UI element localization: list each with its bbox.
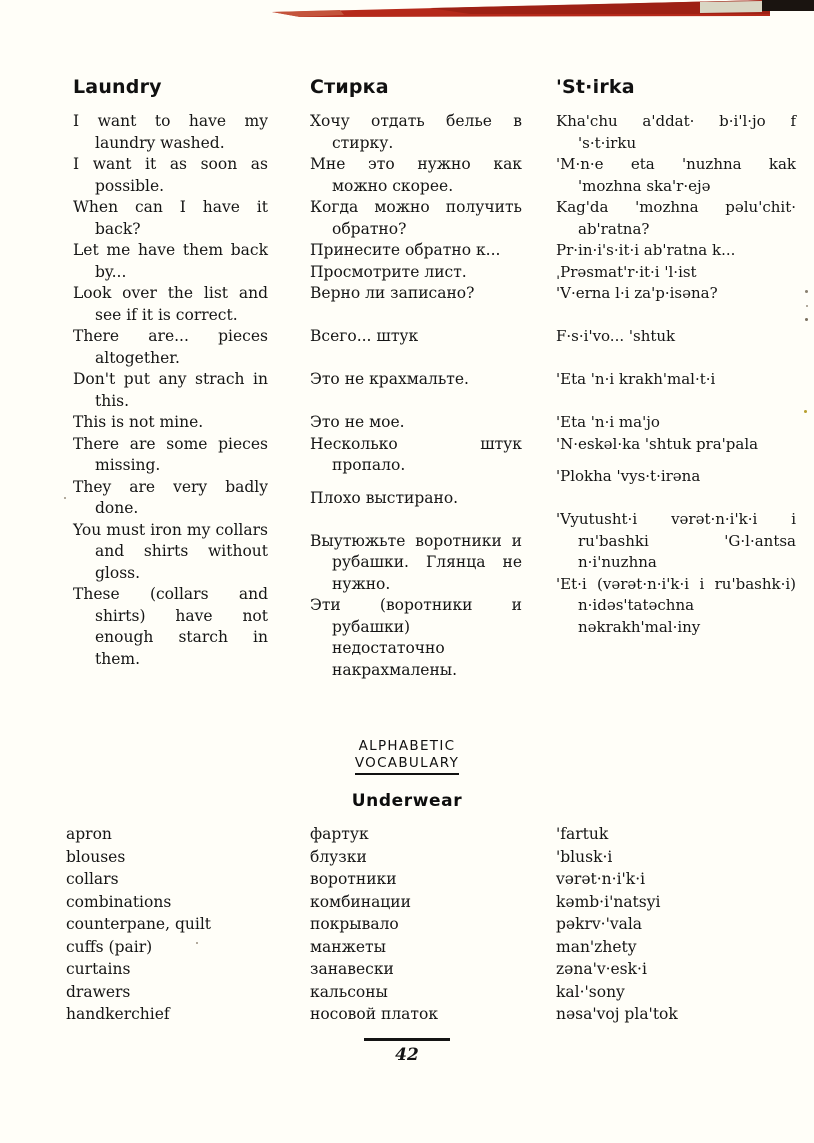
vocabulary-phonetic: man'zhety	[556, 937, 637, 956]
vocabulary-english: cuffs (pair)	[66, 937, 153, 956]
phrase-phonetic: 'Eta 'n·i krakh'mal·t·i	[556, 370, 716, 388]
page-footer	[0, 1038, 814, 1065]
vocabulary-phonetic: 'fartuk	[556, 825, 609, 843]
vocabulary-row	[0, 936, 814, 959]
phrase-phonetic: Kha'chu a'ddat· b·i'l·jo f 's·t·irku	[556, 112, 796, 152]
phrase-english: When can I have it back?	[73, 198, 268, 238]
vocabulary-row	[0, 823, 814, 846]
vocabulary-phonetic: vərət·n·i'k·i	[556, 870, 646, 888]
phrase-phonetic: Kag'da 'mozhna pəlu'chit· ab'ratna?	[556, 198, 796, 238]
vocabulary-russian: покрывало	[310, 915, 399, 933]
page-number: 42	[395, 1045, 419, 1065]
vocabulary-heading-block	[0, 738, 814, 811]
vocabulary-phonetic: kəmb·i'natsyi	[556, 892, 661, 911]
phrase-phonetic: 'Plokha 'vys·t·irəna	[556, 467, 701, 485]
vocabulary-english: collars	[66, 870, 119, 888]
phrase-russian: Всего... штук	[310, 327, 419, 345]
column-heading-russian: Стирка	[310, 76, 389, 98]
vocabulary-phonetic: kal·'sony	[556, 982, 625, 1001]
vocabulary-english: apron	[66, 825, 112, 843]
phrase-russian: Выутюжьте воротники и рубашки. Глянца не нужно.	[310, 531, 522, 593]
phrase-english: This is not mine.	[73, 413, 204, 431]
footer-rule	[364, 1038, 450, 1041]
phrase-russian: Принесите обратно к...	[310, 241, 501, 259]
vocabulary-subheading: Underwear	[351, 791, 463, 811]
alphabetic-vocabulary-heading	[355, 738, 459, 775]
vocabulary-row	[0, 958, 814, 981]
vocabulary-russian: занавески	[310, 960, 394, 978]
phrase-phonetic: 'Eta 'n·i ma'jo	[556, 413, 660, 431]
vocabulary-english: blouses	[66, 847, 126, 866]
vocabulary-russian: фартук	[310, 825, 369, 843]
phrase-english: There are some pieces missing.	[73, 434, 268, 474]
vocabulary-phonetic: nəsa'voj pla'tok	[556, 1005, 678, 1023]
phrase-english: I want to have my laundry washed.	[73, 112, 268, 152]
phrase-phonetic: Pr·in·i's·it·i ab'ratna k...	[556, 241, 736, 259]
phrase-russian: Мне это нужно как можно скорее.	[310, 155, 522, 195]
phrase-russian: Эти (воротники и рубашки) недостаточно накрахмалены.	[310, 596, 522, 679]
phrase-english: Let me have them back by...	[73, 241, 268, 281]
phrase-phonetic: 'N·eskəl·ka 'shtuk pra'pala	[556, 434, 759, 453]
phrase-russian: Хочу отдать белье в стирку.	[310, 112, 522, 152]
phrase-russian: Плохо выстирано.	[310, 488, 459, 507]
phrase-phonetic: 'M·n·e eta 'nuzhna kak 'mozhna ska'r·ejə	[556, 155, 796, 195]
vocabulary-russian: кальсоны	[310, 982, 388, 1001]
vocabulary-phonetic: pəkrv·'vala	[556, 915, 643, 933]
phrase-english: These (collars and shirts) have not enough starch in them.	[73, 585, 268, 668]
vocabulary-row	[0, 891, 814, 914]
vocabulary-row	[0, 868, 814, 891]
phrase-russian: Несколько штук пропало.	[310, 434, 522, 474]
column-heading-phonetic: 'St·irka	[556, 76, 635, 98]
vocabulary-row	[0, 981, 814, 1004]
phrase-russian: Это не мое.	[310, 413, 405, 431]
vocabulary-phonetic: 'blusk·i	[556, 847, 613, 866]
phrase-english: You must iron my collars and shirts without gloss.	[73, 520, 268, 582]
phrase-russian: Это не крахмальте.	[310, 370, 469, 388]
phrase-phonetic: F·s·i'vo... 'shtuk	[556, 327, 676, 345]
vocabulary-english: curtains	[66, 960, 131, 978]
column-heading-english: Laundry	[73, 76, 162, 98]
phrase-english: I want it as soon as possible.	[73, 155, 268, 195]
vocabulary-english: drawers	[66, 982, 131, 1001]
vocabulary-english: combinations	[66, 892, 172, 911]
phrase-column-russian	[310, 78, 522, 681]
phrase-english: They are very badly done.	[73, 477, 268, 517]
vocabulary-russian: носовой платок	[310, 1005, 439, 1023]
vocabulary-english: counterpane, quilt	[66, 915, 212, 933]
phrase-column-phonetic	[556, 78, 796, 638]
phrase-english: There are... pieces altogether.	[73, 327, 268, 367]
phrase-russian: Верно ли записано?	[310, 284, 475, 302]
vocabulary-russian: манжеты	[310, 937, 386, 956]
phrase-phonetic: 'Et·i (vərət·n·i'k·i i ru'bashk·i) n·idəs'tatəchna nəkrakh'mal·iny	[556, 574, 796, 636]
vocabulary-heading-line2: VOCABULARY	[355, 755, 459, 775]
vocabulary-heading-line1: ALPHABETIC	[358, 738, 456, 754]
phrase-phonetic: 'V·erna l·i za'p·isəna?	[556, 284, 718, 302]
phrase-phonetic: ˌPrəsmat'r·it·i 'l·ist	[556, 262, 697, 281]
vocabulary-russian: блузки	[310, 847, 367, 866]
phrase-russian: Просмотрите лист.	[310, 262, 467, 281]
vocabulary-list	[0, 823, 814, 1026]
phrase-english: Don't put any strach in this.	[73, 370, 268, 410]
vocabulary-row	[0, 1003, 814, 1026]
vocabulary-russian: воротники	[310, 870, 397, 888]
vocabulary-english: handkerchief	[66, 1005, 170, 1023]
phrase-russian: Когда можно получить обратно?	[310, 198, 522, 238]
phrase-phonetic: 'Vyutusht·i vərət·n·i'k·i i ru'bashki 'G·l·antsa n·i'nuzhna	[556, 510, 796, 571]
vocabulary-phonetic: zəna'v·esk·i	[556, 960, 647, 978]
phrase-english: Look over the list and see if it is correct.	[73, 284, 268, 324]
vocabulary-russian: комбинации	[310, 892, 411, 911]
vocabulary-row	[0, 846, 814, 869]
vocabulary-row	[0, 913, 814, 936]
phrase-column-english	[73, 78, 268, 670]
